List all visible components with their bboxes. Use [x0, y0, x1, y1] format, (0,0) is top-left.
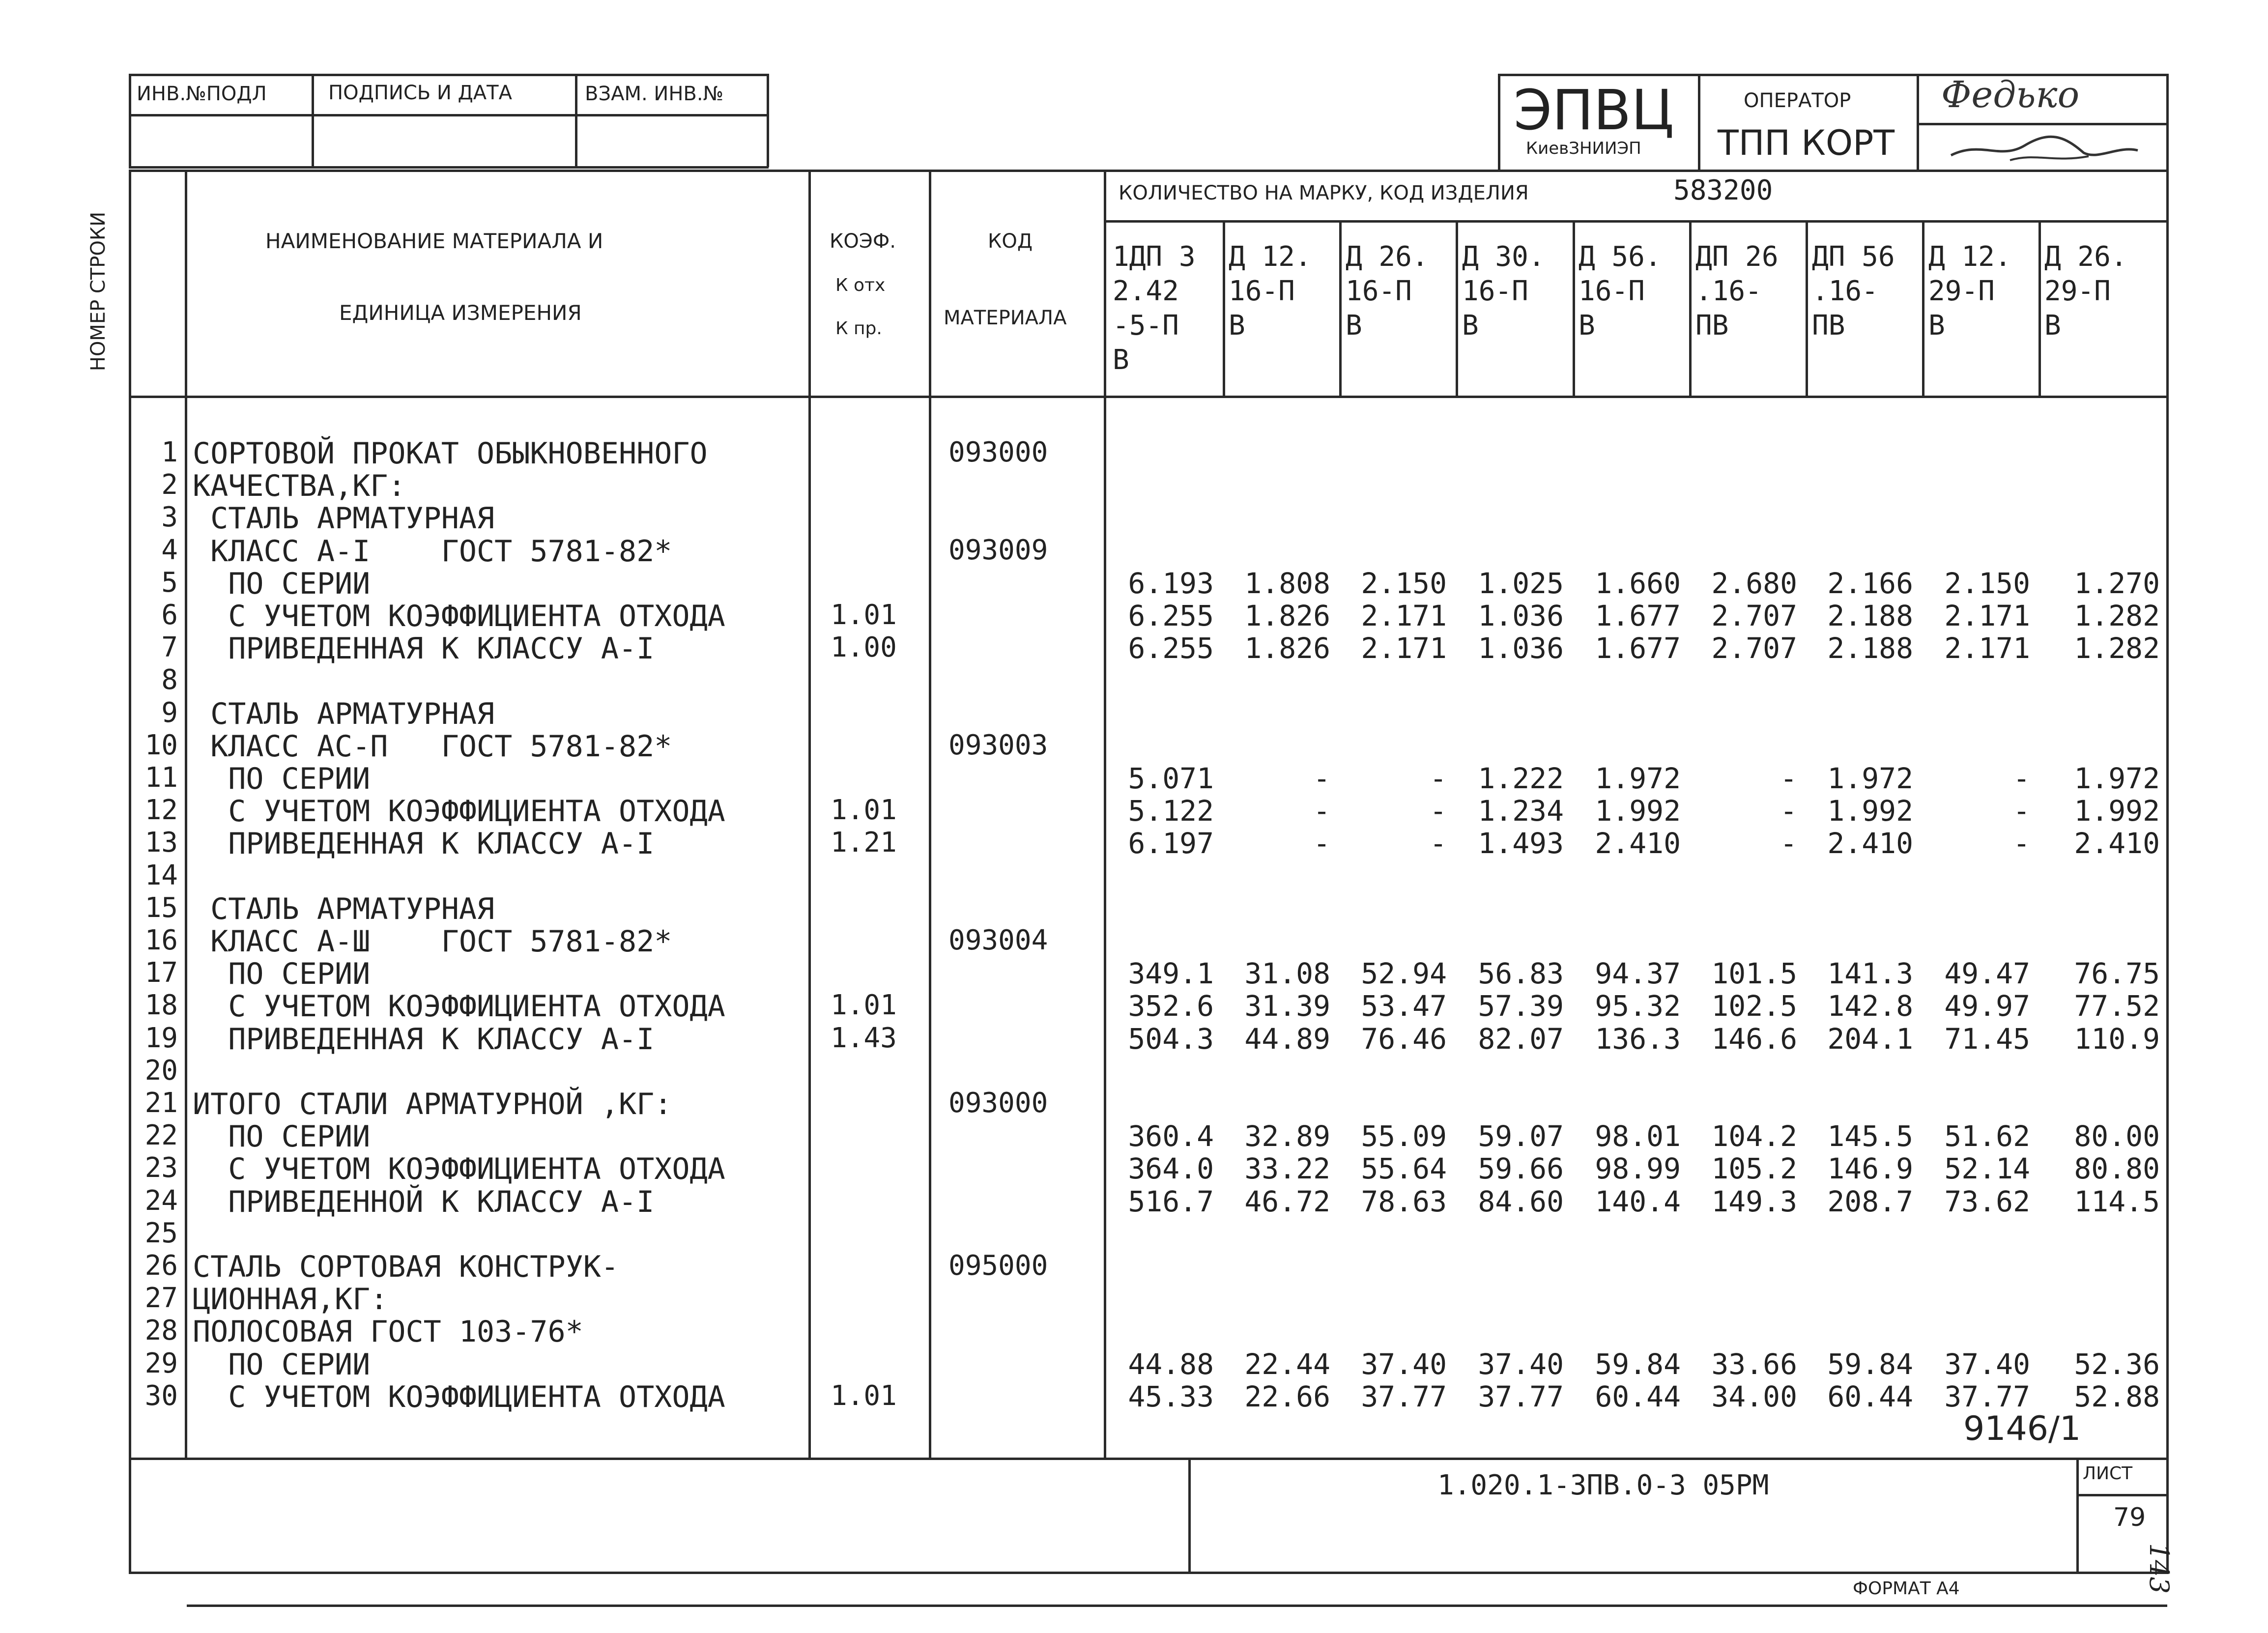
row-number: 23: [144, 1152, 178, 1184]
row-value: 364.0: [1128, 1152, 1214, 1185]
org-subtitle: КиевЗНИИЭП: [1526, 139, 1641, 158]
row-value: 1.282: [2074, 599, 2160, 632]
row-coefficient: 1.01: [831, 1380, 897, 1412]
row-name: ПРИВЕДЕННОЙ К КЛАССУ А-I: [193, 1185, 655, 1219]
format-label: ФОРМАТ А4: [1853, 1578, 1960, 1599]
row-value: 37.40: [1361, 1347, 1447, 1381]
column-header: [1346, 240, 1429, 343]
row-material-code: 093009: [948, 534, 1048, 566]
column-header-line: 2.42: [1113, 275, 1179, 307]
row-value: 2.707: [1711, 599, 1797, 632]
row-number: 16: [144, 924, 178, 956]
column-header-line: Д 56.: [1579, 241, 1662, 273]
row-value: -: [1780, 827, 1797, 860]
row-value: 53.47: [1361, 989, 1447, 1023]
column-header-line: -5-П: [1113, 310, 1179, 342]
row-value: -: [1313, 827, 1330, 860]
row-value: 1.992: [1595, 794, 1681, 828]
row-value: -: [1430, 827, 1447, 860]
row-value: 2.680: [1711, 567, 1797, 600]
row-number: 9: [161, 697, 178, 729]
column-header-line: В: [1579, 310, 1595, 342]
quantity-header: КОЛИЧЕСТВО НА МАРКУ, КОД ИЗДЕЛИЯ: [1119, 182, 1529, 204]
row-value: 22.66: [1244, 1380, 1330, 1413]
row-value: 1.036: [1478, 599, 1564, 632]
row-value: 94.37: [1595, 957, 1681, 990]
column-header-line: ПВ: [1812, 310, 1845, 342]
row-name: СТАЛЬ АРМАТУРНАЯ: [193, 697, 495, 731]
row-value: 1.826: [1244, 599, 1330, 632]
row-value: 516.7: [1128, 1185, 1214, 1218]
coef-header: КОЭФ.: [830, 230, 896, 253]
row-value: 59.84: [1595, 1347, 1681, 1381]
row-value: 101.5: [1711, 957, 1797, 990]
column-header-line: В: [1928, 310, 1945, 342]
row-value: 52.36: [2074, 1347, 2160, 1381]
sheet-number: 79: [2113, 1503, 2146, 1532]
row-name: С УЧЕТОМ КОЭФФИЦИЕНТА ОТХОДА: [193, 1152, 725, 1186]
row-value: 5.071: [1128, 762, 1214, 795]
row-value: 114.5: [2074, 1185, 2160, 1218]
row-value: 1.493: [1478, 827, 1564, 860]
row-number: 21: [144, 1087, 178, 1119]
row-number: 19: [144, 1022, 178, 1054]
row-value: 2.410: [1827, 827, 1913, 860]
row-number: 10: [144, 729, 178, 761]
row-value: -: [1313, 794, 1330, 828]
row-value: 59.66: [1478, 1152, 1564, 1185]
row-value: 55.09: [1361, 1119, 1447, 1153]
row-value: -: [2013, 762, 2030, 795]
row-coefficient: 1.21: [831, 827, 897, 859]
row-value: 52.88: [2074, 1380, 2160, 1413]
row-value: 84.60: [1478, 1185, 1564, 1218]
row-number: 24: [144, 1185, 178, 1217]
row-number: 22: [144, 1119, 178, 1151]
row-value: 2.188: [1827, 631, 1913, 665]
row-value: 1.677: [1595, 599, 1681, 632]
row-name: ЦИОННАЯ,КГ:: [193, 1282, 388, 1317]
row-value: 31.08: [1244, 957, 1330, 990]
row-value: 145.5: [1827, 1119, 1913, 1153]
row-value: 142.8: [1827, 989, 1913, 1023]
material-name-header-line1: НАИМЕНОВАНИЕ МАТЕРИАЛА И: [265, 229, 603, 253]
handwritten-initials: [1941, 126, 2148, 170]
row-value: 2.171: [1361, 631, 1447, 665]
row-material-code: 093004: [948, 924, 1048, 956]
row-number: 12: [144, 794, 178, 826]
column-header-line: .16-: [1812, 275, 1878, 307]
column-header-line: 16-П: [1462, 275, 1528, 307]
row-value: 204.1: [1827, 1022, 1913, 1056]
department-name: ТПП КОРТ: [1718, 123, 1895, 163]
row-value: 1.677: [1595, 631, 1681, 665]
row-value: 104.2: [1711, 1119, 1797, 1153]
column-header-line: В: [1462, 310, 1479, 342]
row-name: КЛАСС А-I ГОСТ 5781-82*: [193, 534, 672, 569]
column-header-line: .16-: [1695, 275, 1762, 307]
row-value: 60.44: [1827, 1380, 1913, 1413]
row-value: -: [2013, 794, 2030, 828]
row-value: 31.39: [1244, 989, 1330, 1023]
row-value: 32.89: [1244, 1119, 1330, 1153]
row-value: -: [2013, 827, 2030, 860]
row-name: ПРИВЕДЕННАЯ К КЛАССУ А-I: [193, 1022, 655, 1057]
row-value: 44.88: [1128, 1347, 1214, 1381]
row-name: ПО СЕРИИ: [193, 957, 371, 991]
row-value: 82.07: [1478, 1022, 1564, 1056]
row-value: 76.46: [1361, 1022, 1447, 1056]
stamp-vzam-inv-label: ВЗАМ. ИНВ.№: [585, 83, 724, 105]
row-value: 146.6: [1711, 1022, 1797, 1056]
row-value: -: [1430, 762, 1447, 795]
row-material-code: 093003: [948, 729, 1048, 761]
row-name: С УЧЕТОМ КОЭФФИЦИЕНТА ОТХОДА: [193, 989, 725, 1024]
row-value: 37.77: [1478, 1380, 1564, 1413]
column-header: [1229, 240, 1312, 343]
row-value: 80.00: [2074, 1119, 2160, 1153]
row-coefficient: 1.01: [831, 989, 897, 1021]
row-value: 2.410: [2074, 827, 2160, 860]
stamp-inv-podl-label: ИНВ.№ПОДЛ: [137, 83, 267, 105]
row-value: 208.7: [1827, 1185, 1913, 1218]
row-value: 33.66: [1711, 1347, 1797, 1381]
row-value: 141.3: [1827, 957, 1913, 990]
row-value: 22.44: [1244, 1347, 1330, 1381]
row-value: 1.808: [1244, 567, 1330, 600]
column-header: [1928, 240, 2011, 343]
row-number: 26: [144, 1250, 178, 1282]
row-name: ПРИВЕДЕННАЯ К КЛАССУ А-I: [193, 631, 655, 666]
row-value: 1.036: [1478, 631, 1564, 665]
row-coefficient: 1.01: [831, 599, 897, 631]
row-value: 95.32: [1595, 989, 1681, 1023]
row-value: 1.270: [2074, 567, 2160, 600]
row-number: 27: [144, 1282, 178, 1314]
row-value: 37.40: [1478, 1347, 1564, 1381]
code-header-line2: МАТЕРИАЛА: [944, 307, 1067, 329]
row-value: 46.72: [1244, 1185, 1330, 1218]
row-value: 52.14: [1944, 1152, 2030, 1185]
row-value: 2.166: [1827, 567, 1913, 600]
row-value: 34.00: [1711, 1380, 1797, 1413]
column-header-line: Д 26.: [2044, 241, 2127, 273]
row-number: 13: [144, 827, 178, 859]
row-value: 1.972: [1595, 762, 1681, 795]
column-header-line: ДП 56: [1812, 241, 1895, 273]
row-number: 18: [144, 989, 178, 1021]
row-value: 6.255: [1128, 599, 1214, 632]
row-value: 360.4: [1128, 1119, 1214, 1153]
document-number: 9146/1: [1963, 1409, 2081, 1448]
row-value: 2.707: [1711, 631, 1797, 665]
row-value: 1.972: [2074, 762, 2160, 795]
row-number: 30: [144, 1380, 178, 1412]
row-coefficient: 1.00: [831, 631, 897, 663]
row-value: 57.39: [1478, 989, 1564, 1023]
row-value: 51.62: [1944, 1119, 2030, 1153]
column-header-line: Д 12.: [1229, 241, 1312, 273]
row-coefficient: 1.43: [831, 1022, 897, 1054]
row-name: СТАЛЬ АРМАТУРНАЯ: [193, 501, 495, 536]
column-header-line: Д 30.: [1462, 241, 1545, 273]
row-value: 105.2: [1711, 1152, 1797, 1185]
row-name: КЛАСС АС-П ГОСТ 5781-82*: [193, 729, 672, 764]
row-value: 77.52: [2074, 989, 2160, 1023]
stamp-signature-date-label: ПОДПИСЬ И ДАТА: [328, 82, 512, 104]
row-value: 49.47: [1944, 957, 2030, 990]
column-header-line: В: [1113, 344, 1129, 376]
row-value: -: [1313, 762, 1330, 795]
coef-waste-header: К отх: [835, 275, 886, 295]
row-name: С УЧЕТОМ КОЭФФИЦИЕНТА ОТХОДА: [193, 599, 725, 633]
column-header-line: 16-П: [1229, 275, 1295, 307]
row-number: 15: [144, 892, 178, 924]
row-value: 37.77: [1361, 1380, 1447, 1413]
column-header: [2044, 240, 2127, 343]
row-number: 14: [144, 859, 178, 891]
row-value: 52.94: [1361, 957, 1447, 990]
row-value: 2.150: [1944, 567, 2030, 600]
row-name: С УЧЕТОМ КОЭФФИЦИЕНТА ОТХОДА: [193, 1380, 725, 1414]
row-name: ПО СЕРИИ: [193, 1347, 371, 1382]
document-designation: 1.020.1-3ПВ.0-3 05РМ: [1437, 1469, 1769, 1501]
row-number: 6: [161, 599, 178, 631]
row-name: ИТОГО СТАЛИ АРМАТУРНОЙ ,КГ:: [193, 1087, 672, 1121]
column-header-line: Д 26.: [1346, 241, 1429, 273]
row-value: 56.83: [1478, 957, 1564, 990]
row-name: СОРТОВОЙ ПРОКАТ ОБЫКНОВЕННОГО: [193, 436, 708, 471]
row-value: -: [1780, 794, 1797, 828]
row-name: СТАЛЬ АРМАТУРНАЯ: [193, 892, 495, 926]
row-name: СТАЛЬ СОРТОВАЯ КОНСТРУК-: [193, 1250, 619, 1284]
org-name: ЭПВЦ: [1514, 79, 1674, 143]
row-value: 110.9: [2074, 1022, 2160, 1056]
column-header: [1113, 240, 1196, 377]
column-header-line: 1ДП 3: [1113, 241, 1196, 273]
coef-pr-header: К пр.: [835, 318, 882, 339]
row-name: КЛАСС А-Ш ГОСТ 5781-82*: [193, 924, 672, 959]
row-number: 29: [144, 1347, 178, 1379]
row-value: 73.62: [1944, 1185, 2030, 1218]
row-number: 20: [144, 1055, 178, 1087]
row-number-header: НОМЕР СТРОКИ: [87, 211, 110, 372]
row-material-code: 095000: [948, 1250, 1048, 1282]
column-header-line: 16-П: [1579, 275, 1645, 307]
row-value: 349.1: [1128, 957, 1214, 990]
side-page-number: 143: [2144, 1543, 2175, 1594]
row-name: С УЧЕТОМ КОЭФФИЦИЕНТА ОТХОДА: [193, 794, 725, 829]
row-name: ПО СЕРИИ: [193, 567, 371, 601]
row-value: 149.3: [1711, 1185, 1797, 1218]
row-value: 504.3: [1128, 1022, 1214, 1056]
row-value: 1.025: [1478, 567, 1564, 600]
row-value: 1.234: [1478, 794, 1564, 828]
column-header-line: В: [2044, 310, 2061, 342]
row-value: 6.193: [1128, 567, 1214, 600]
row-number: 17: [144, 957, 178, 989]
row-value: 98.99: [1595, 1152, 1681, 1185]
row-value: 60.44: [1595, 1380, 1681, 1413]
column-header-line: ДП 26: [1695, 241, 1779, 273]
row-value: 1.992: [2074, 794, 2160, 828]
row-number: 2: [161, 469, 178, 501]
row-value: 80.80: [2074, 1152, 2160, 1185]
row-value: 102.5: [1711, 989, 1797, 1023]
column-header-line: Д 12.: [1928, 241, 2011, 273]
product-code: 583200: [1673, 174, 1773, 206]
row-value: 78.63: [1361, 1185, 1447, 1218]
material-name-header-line2: ЕДИНИЦА ИЗМЕРЕНИЯ: [339, 301, 582, 325]
row-number: 5: [161, 567, 178, 599]
row-value: 140.4: [1595, 1185, 1681, 1218]
row-value: 6.255: [1128, 631, 1214, 665]
row-number: 4: [161, 534, 178, 566]
row-value: 352.6: [1128, 989, 1214, 1023]
row-value: 2.150: [1361, 567, 1447, 600]
row-number: 8: [161, 664, 178, 696]
row-value: 98.01: [1595, 1119, 1681, 1153]
column-header-line: 16-П: [1346, 275, 1412, 307]
row-name: ПРИВЕДЕННАЯ К КЛАССУ А-I: [193, 827, 655, 861]
row-value: 1.826: [1244, 631, 1330, 665]
sheet-label: ЛИСТ: [2083, 1463, 2133, 1484]
row-value: 2.188: [1827, 599, 1913, 632]
row-value: 44.89: [1244, 1022, 1330, 1056]
row-value: 5.122: [1128, 794, 1214, 828]
row-number: 3: [161, 501, 178, 533]
row-value: 76.75: [2074, 957, 2160, 990]
row-value: 2.171: [1944, 599, 2030, 632]
row-number: 1: [161, 436, 178, 468]
column-header-line: В: [1346, 310, 1362, 342]
row-material-code: 093000: [948, 1087, 1048, 1119]
row-number: 7: [161, 631, 178, 663]
column-header: [1812, 240, 1895, 343]
row-value: 33.22: [1244, 1152, 1330, 1185]
column-header-line: ПВ: [1695, 310, 1729, 342]
row-value: 2.171: [1361, 599, 1447, 632]
row-value: 59.84: [1827, 1347, 1913, 1381]
row-name: КАЧЕСТВА,КГ:: [193, 469, 406, 503]
row-value: 1.222: [1478, 762, 1564, 795]
column-header: [1462, 240, 1545, 343]
column-header-line: 29-П: [1928, 275, 1995, 307]
operator-label: ОПЕРАТОР: [1744, 89, 1851, 112]
row-value: 45.33: [1128, 1380, 1214, 1413]
column-header-line: В: [1229, 310, 1245, 342]
row-value: 1.660: [1595, 567, 1681, 600]
row-value: 2.171: [1944, 631, 2030, 665]
column-header: [1695, 240, 1779, 343]
row-value: 2.410: [1595, 827, 1681, 860]
row-name: ПО СЕРИИ: [193, 762, 371, 796]
row-coefficient: 1.01: [831, 794, 897, 826]
code-header-line1: КОД: [988, 230, 1033, 253]
operator-signature: Федько: [1941, 74, 2080, 116]
row-value: 55.64: [1361, 1152, 1447, 1185]
row-number: 25: [144, 1217, 178, 1249]
row-number: 28: [144, 1315, 178, 1347]
row-number: 11: [144, 762, 178, 794]
column-header-line: 29-П: [2044, 275, 2111, 307]
row-value: -: [1780, 762, 1797, 795]
row-value: 6.197: [1128, 827, 1214, 860]
row-value: 37.40: [1944, 1347, 2030, 1381]
row-value: 1.992: [1827, 794, 1913, 828]
row-name: ПОЛОСОВАЯ ГОСТ 103-76*: [193, 1315, 583, 1349]
row-name: ПО СЕРИИ: [193, 1119, 371, 1154]
row-value: 1.282: [2074, 631, 2160, 665]
column-header: [1579, 240, 1662, 343]
row-value: -: [1430, 794, 1447, 828]
row-value: 71.45: [1944, 1022, 2030, 1056]
row-material-code: 093000: [948, 436, 1048, 468]
row-value: 136.3: [1595, 1022, 1681, 1056]
row-value: 59.07: [1478, 1119, 1564, 1153]
row-value: 146.9: [1827, 1152, 1913, 1185]
row-value: 37.77: [1944, 1380, 2030, 1413]
row-value: 1.972: [1827, 762, 1913, 795]
row-value: 49.97: [1944, 989, 2030, 1023]
